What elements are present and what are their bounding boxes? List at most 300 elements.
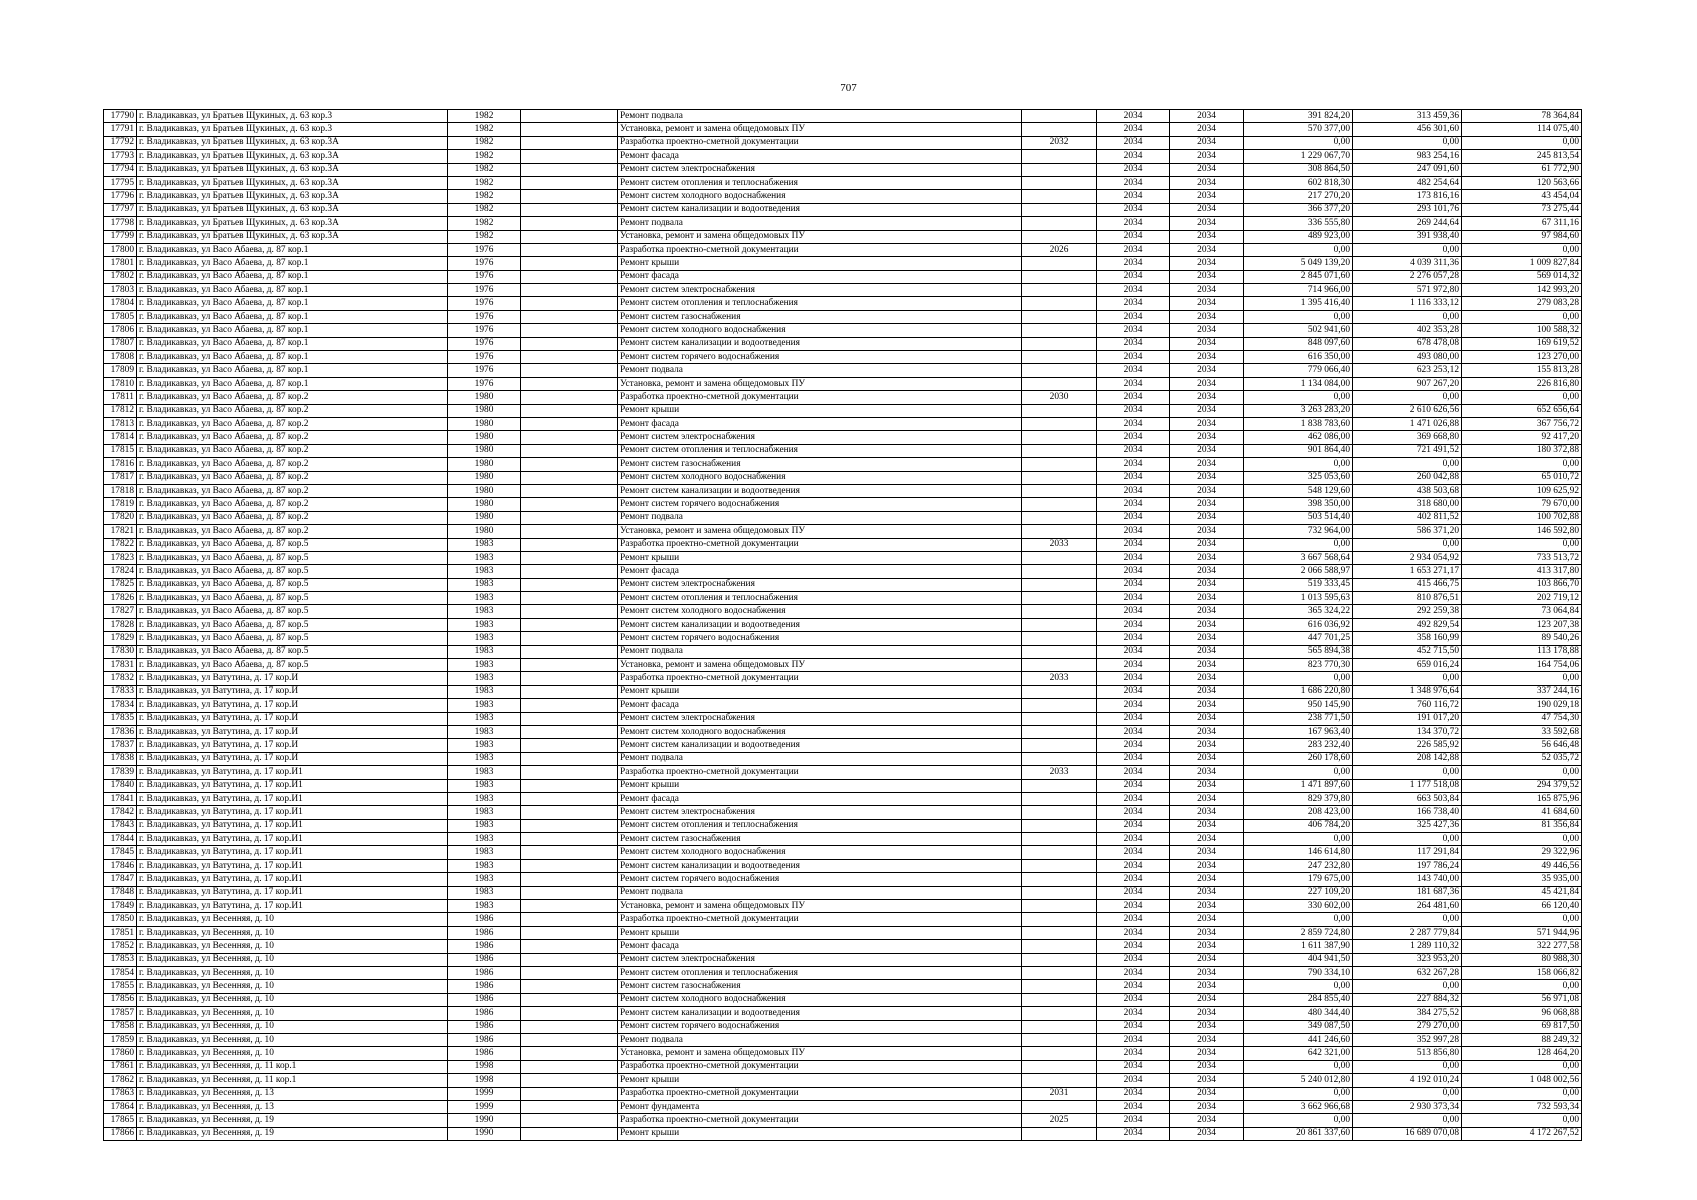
planned-end-year-cell: 2034: [1170, 551, 1244, 564]
planned-start-year-cell: 2034: [1097, 391, 1170, 404]
fund-share-cell: 492 829,54: [1353, 618, 1462, 631]
row-number-cell: 17843: [104, 819, 137, 832]
row-number-cell: 17809: [104, 364, 137, 377]
address-cell: г. Владикавказ, ул Ватутина, д. 17 кор.И1: [137, 846, 448, 859]
table-row: [104, 324, 1582, 337]
design-year-cell: [1022, 725, 1097, 738]
design-year-cell: [1022, 605, 1097, 618]
table-row: [104, 1047, 1582, 1060]
total-cost-cell: 146 614,80: [1244, 846, 1353, 859]
address-cell: г. Владикавказ, ул Весенняя, д. 13: [137, 1087, 448, 1100]
table-row: [104, 176, 1582, 189]
planned-end-year-cell: 2034: [1170, 739, 1244, 752]
build-year-cell: 1986: [448, 1007, 521, 1020]
planned-start-year-cell: 2034: [1097, 980, 1170, 993]
row-number-cell: 17826: [104, 592, 137, 605]
design-year-cell: [1022, 1007, 1097, 1020]
build-year-cell: 1980: [448, 404, 521, 417]
total-cost-cell: 779 066,40: [1244, 364, 1353, 377]
fund-share-cell: 16 689 070,08: [1353, 1127, 1462, 1140]
design-year-cell: 2032: [1022, 136, 1097, 149]
design-year-cell: [1022, 645, 1097, 658]
empty-cell: [521, 217, 618, 230]
other-share-cell: 80 988,30: [1462, 953, 1582, 966]
row-number-cell: 17865: [104, 1114, 137, 1127]
build-year-cell: 1986: [448, 967, 521, 980]
build-year-cell: 1982: [448, 136, 521, 149]
row-number-cell: 17856: [104, 993, 137, 1006]
design-year-cell: [1022, 1127, 1097, 1140]
planned-start-year-cell: 2034: [1097, 685, 1170, 698]
row-number-cell: 17842: [104, 806, 137, 819]
row-number-cell: 17819: [104, 498, 137, 511]
planned-start-year-cell: 2034: [1097, 458, 1170, 471]
table-row: [104, 217, 1582, 230]
row-number-cell: 17794: [104, 163, 137, 176]
planned-start-year-cell: 2034: [1097, 913, 1170, 926]
table-row: [104, 592, 1582, 605]
planned-end-year-cell: 2034: [1170, 659, 1244, 672]
planned-end-year-cell: 2034: [1170, 364, 1244, 377]
address-cell: г. Владикавказ, ул Ватутина, д. 17 кор.И: [137, 685, 448, 698]
row-number-cell: 17827: [104, 605, 137, 618]
fund-share-cell: 226 585,92: [1353, 739, 1462, 752]
total-cost-cell: 0,00: [1244, 458, 1353, 471]
work-type-cell: Ремонт систем горячего водоснабжения: [618, 351, 1022, 364]
other-share-cell: 294 379,52: [1462, 779, 1582, 792]
row-number-cell: 17814: [104, 431, 137, 444]
total-cost-cell: 447 701,25: [1244, 632, 1353, 645]
planned-end-year-cell: 2034: [1170, 900, 1244, 913]
other-share-cell: 155 813,28: [1462, 364, 1582, 377]
design-year-cell: [1022, 337, 1097, 350]
planned-start-year-cell: 2034: [1097, 859, 1170, 872]
work-type-cell: Установка, ремонт и замена общедомовых ПУ: [618, 123, 1022, 136]
work-type-cell: Ремонт систем холодного водоснабжения: [618, 324, 1022, 337]
planned-end-year-cell: 2034: [1170, 1087, 1244, 1100]
fund-share-cell: 493 080,00: [1353, 351, 1462, 364]
planned-end-year-cell: 2034: [1170, 806, 1244, 819]
table-row: [104, 417, 1582, 430]
empty-cell: [521, 1127, 618, 1140]
planned-end-year-cell: 2034: [1170, 471, 1244, 484]
fund-share-cell: 264 481,60: [1353, 900, 1462, 913]
total-cost-cell: 398 350,00: [1244, 498, 1353, 511]
planned-start-year-cell: 2034: [1097, 270, 1170, 283]
build-year-cell: 1986: [448, 1047, 521, 1060]
planned-start-year-cell: 2034: [1097, 551, 1170, 564]
work-type-cell: Ремонт фасада: [618, 417, 1022, 430]
build-year-cell: 1983: [448, 752, 521, 765]
fund-share-cell: 415 466,75: [1353, 578, 1462, 591]
other-share-cell: 732 593,34: [1462, 1100, 1582, 1113]
total-cost-cell: 3 667 568,64: [1244, 551, 1353, 564]
empty-cell: [521, 1087, 618, 1100]
build-year-cell: 1976: [448, 324, 521, 337]
design-year-cell: [1022, 900, 1097, 913]
empty-cell: [521, 926, 618, 939]
work-type-cell: Ремонт систем отопления и теплоснабжения: [618, 444, 1022, 457]
work-type-cell: Ремонт систем отопления и теплоснабжения: [618, 176, 1022, 189]
planned-start-year-cell: 2034: [1097, 846, 1170, 859]
table-row: [104, 699, 1582, 712]
other-share-cell: 103 866,70: [1462, 578, 1582, 591]
empty-cell: [521, 725, 618, 738]
build-year-cell: 1983: [448, 685, 521, 698]
planned-start-year-cell: 2034: [1097, 1007, 1170, 1020]
design-year-cell: [1022, 351, 1097, 364]
address-cell: г. Владикавказ, ул Васо Абаева, д. 87 кор.5: [137, 618, 448, 631]
table-row: [104, 967, 1582, 980]
build-year-cell: 1980: [448, 471, 521, 484]
address-cell: г. Владикавказ, ул Весенняя, д. 10: [137, 1007, 448, 1020]
planned-start-year-cell: 2034: [1097, 900, 1170, 913]
empty-cell: [521, 779, 618, 792]
empty-cell: [521, 846, 618, 859]
fund-share-cell: 134 370,72: [1353, 725, 1462, 738]
design-year-cell: 2033: [1022, 538, 1097, 551]
total-cost-cell: 616 036,92: [1244, 618, 1353, 631]
empty-cell: [521, 525, 618, 538]
total-cost-cell: 480 344,40: [1244, 1007, 1353, 1020]
table-row: [104, 565, 1582, 578]
planned-start-year-cell: 2034: [1097, 792, 1170, 805]
empty-cell: [521, 886, 618, 899]
build-year-cell: 1998: [448, 1060, 521, 1073]
planned-start-year-cell: 2034: [1097, 1047, 1170, 1060]
fund-share-cell: 325 427,36: [1353, 819, 1462, 832]
total-cost-cell: 0,00: [1244, 136, 1353, 149]
build-year-cell: 1982: [448, 150, 521, 163]
other-share-cell: 0,00: [1462, 1087, 1582, 1100]
planned-start-year-cell: 2034: [1097, 926, 1170, 939]
planned-end-year-cell: 2034: [1170, 297, 1244, 310]
other-share-cell: 45 421,84: [1462, 886, 1582, 899]
fund-share-cell: 0,00: [1353, 1087, 1462, 1100]
fund-share-cell: 1 116 333,12: [1353, 297, 1462, 310]
planned-end-year-cell: 2034: [1170, 859, 1244, 872]
build-year-cell: 1980: [448, 484, 521, 497]
planned-start-year-cell: 2034: [1097, 310, 1170, 323]
empty-cell: [521, 592, 618, 605]
row-number-cell: 17829: [104, 632, 137, 645]
address-cell: г. Владикавказ, ул Васо Абаева, д. 87 кор.5: [137, 659, 448, 672]
planned-start-year-cell: 2034: [1097, 136, 1170, 149]
empty-cell: [521, 739, 618, 752]
work-type-cell: Ремонт систем газоснабжения: [618, 310, 1022, 323]
planned-end-year-cell: 2034: [1170, 967, 1244, 980]
build-year-cell: 1986: [448, 1020, 521, 1033]
empty-cell: [521, 953, 618, 966]
fund-share-cell: 810 876,51: [1353, 592, 1462, 605]
row-number-cell: 17854: [104, 967, 137, 980]
total-cost-cell: 260 178,60: [1244, 752, 1353, 765]
planned-end-year-cell: 2034: [1170, 458, 1244, 471]
address-cell: г. Владикавказ, ул Васо Абаева, д. 87 кор.5: [137, 605, 448, 618]
planned-start-year-cell: 2034: [1097, 284, 1170, 297]
empty-cell: [521, 819, 618, 832]
work-type-cell: Разработка проектно-сметной документации: [618, 1087, 1022, 1100]
row-number-cell: 17816: [104, 458, 137, 471]
fund-share-cell: 1 471 026,88: [1353, 417, 1462, 430]
planned-start-year-cell: 2034: [1097, 618, 1170, 631]
fund-share-cell: 452 715,50: [1353, 645, 1462, 658]
build-year-cell: 1980: [448, 417, 521, 430]
row-number-cell: 17824: [104, 565, 137, 578]
empty-cell: [521, 980, 618, 993]
total-cost-cell: 2 066 588,97: [1244, 565, 1353, 578]
total-cost-cell: 570 377,00: [1244, 123, 1353, 136]
total-cost-cell: 1 134 084,00: [1244, 377, 1353, 390]
total-cost-cell: 406 784,20: [1244, 819, 1353, 832]
empty-cell: [521, 1020, 618, 1033]
planned-start-year-cell: 2034: [1097, 364, 1170, 377]
total-cost-cell: 950 145,90: [1244, 699, 1353, 712]
address-cell: г. Владикавказ, ул Ватутина, д. 17 кор.И: [137, 672, 448, 685]
table-row: [104, 578, 1582, 591]
other-share-cell: 47 754,30: [1462, 712, 1582, 725]
fund-share-cell: 0,00: [1353, 458, 1462, 471]
design-year-cell: [1022, 752, 1097, 765]
empty-cell: [521, 833, 618, 846]
other-share-cell: 337 244,16: [1462, 685, 1582, 698]
other-share-cell: 92 417,20: [1462, 431, 1582, 444]
address-cell: г. Владикавказ, ул Весенняя, д. 10: [137, 993, 448, 1006]
row-number-cell: 17863: [104, 1087, 137, 1100]
planned-start-year-cell: 2034: [1097, 230, 1170, 243]
table-row: [104, 846, 1582, 859]
fund-share-cell: 513 856,80: [1353, 1047, 1462, 1060]
total-cost-cell: 0,00: [1244, 538, 1353, 551]
other-share-cell: 0,00: [1462, 458, 1582, 471]
planned-start-year-cell: 2034: [1097, 377, 1170, 390]
fund-share-cell: 0,00: [1353, 1060, 1462, 1073]
row-number-cell: 17859: [104, 1033, 137, 1046]
fund-share-cell: 586 371,20: [1353, 525, 1462, 538]
address-cell: г. Владикавказ, ул Васо Абаева, д. 87 кор.2: [137, 431, 448, 444]
row-number-cell: 17825: [104, 578, 137, 591]
row-number-cell: 17851: [104, 926, 137, 939]
address-cell: г. Владикавказ, ул Весенняя, д. 19: [137, 1114, 448, 1127]
empty-cell: [521, 123, 618, 136]
table-row: [104, 645, 1582, 658]
design-year-cell: [1022, 846, 1097, 859]
empty-cell: [521, 913, 618, 926]
planned-start-year-cell: 2034: [1097, 886, 1170, 899]
planned-end-year-cell: 2034: [1170, 110, 1244, 123]
row-number-cell: 17797: [104, 203, 137, 216]
total-cost-cell: 848 097,60: [1244, 337, 1353, 350]
planned-end-year-cell: 2034: [1170, 766, 1244, 779]
other-share-cell: 0,00: [1462, 1114, 1582, 1127]
table-row: [104, 819, 1582, 832]
empty-cell: [521, 511, 618, 524]
row-number-cell: 17830: [104, 645, 137, 658]
address-cell: г. Владикавказ, ул Весенняя, д. 10: [137, 1033, 448, 1046]
row-number-cell: 17840: [104, 779, 137, 792]
work-type-cell: Ремонт систем электроснабжения: [618, 163, 1022, 176]
planned-start-year-cell: 2034: [1097, 940, 1170, 953]
fund-share-cell: 191 017,20: [1353, 712, 1462, 725]
empty-cell: [521, 391, 618, 404]
other-share-cell: 100 588,32: [1462, 324, 1582, 337]
work-type-cell: Установка, ремонт и замена общедомовых ПУ: [618, 230, 1022, 243]
other-share-cell: 146 592,80: [1462, 525, 1582, 538]
design-year-cell: [1022, 444, 1097, 457]
empty-cell: [521, 110, 618, 123]
build-year-cell: 1983: [448, 618, 521, 631]
build-year-cell: 1976: [448, 364, 521, 377]
build-year-cell: 1976: [448, 337, 521, 350]
planned-start-year-cell: 2034: [1097, 953, 1170, 966]
empty-cell: [521, 284, 618, 297]
row-number-cell: 17832: [104, 672, 137, 685]
address-cell: г. Владикавказ, ул Васо Абаева, д. 87 кор.1: [137, 257, 448, 270]
work-type-cell: Установка, ремонт и замена общедомовых ПУ: [618, 1047, 1022, 1060]
work-type-cell: Разработка проектно-сметной документации: [618, 136, 1022, 149]
fund-share-cell: 623 253,12: [1353, 364, 1462, 377]
work-type-cell: Ремонт систем электроснабжения: [618, 284, 1022, 297]
work-type-cell: Установка, ремонт и замена общедомовых ПУ: [618, 377, 1022, 390]
empty-cell: [521, 1047, 618, 1060]
fund-share-cell: 352 997,28: [1353, 1033, 1462, 1046]
total-cost-cell: 1 013 595,63: [1244, 592, 1353, 605]
work-type-cell: Ремонт фасада: [618, 792, 1022, 805]
work-type-cell: Установка, ремонт и замена общедомовых ПУ: [618, 900, 1022, 913]
other-share-cell: 571 944,96: [1462, 926, 1582, 939]
build-year-cell: 1980: [448, 525, 521, 538]
row-number-cell: 17796: [104, 190, 137, 203]
build-year-cell: 1999: [448, 1100, 521, 1113]
page-number: 707: [840, 82, 857, 94]
design-year-cell: [1022, 779, 1097, 792]
planned-end-year-cell: 2034: [1170, 1033, 1244, 1046]
build-year-cell: 1976: [448, 377, 521, 390]
other-share-cell: 226 816,80: [1462, 377, 1582, 390]
work-type-cell: Разработка проектно-сметной документации: [618, 391, 1022, 404]
planned-end-year-cell: 2034: [1170, 377, 1244, 390]
work-type-cell: Ремонт систем электроснабжения: [618, 712, 1022, 725]
planned-end-year-cell: 2034: [1170, 136, 1244, 149]
address-cell: г. Владикавказ, ул Васо Абаева, д. 87 кор.1: [137, 310, 448, 323]
total-cost-cell: 0,00: [1244, 1114, 1353, 1127]
address-cell: г. Владикавказ, ул Братьев Щукиных, д. 63 кор.3А: [137, 163, 448, 176]
fund-share-cell: 369 668,80: [1353, 431, 1462, 444]
row-number-cell: 17831: [104, 659, 137, 672]
empty-cell: [521, 900, 618, 913]
address-cell: г. Владикавказ, ул Ватутина, д. 17 кор.И: [137, 725, 448, 738]
table-row: [104, 551, 1582, 564]
design-year-cell: [1022, 967, 1097, 980]
work-type-cell: Разработка проектно-сметной документации: [618, 1114, 1022, 1127]
planned-end-year-cell: 2034: [1170, 565, 1244, 578]
total-cost-cell: 1 611 387,90: [1244, 940, 1353, 953]
build-year-cell: 1983: [448, 538, 521, 551]
planned-start-year-cell: 2034: [1097, 217, 1170, 230]
work-type-cell: Ремонт систем электроснабжения: [618, 431, 1022, 444]
total-cost-cell: 901 864,40: [1244, 444, 1353, 457]
design-year-cell: 2025: [1022, 1114, 1097, 1127]
build-year-cell: 1983: [448, 699, 521, 712]
planned-end-year-cell: 2034: [1170, 725, 1244, 738]
fund-share-cell: 143 740,00: [1353, 873, 1462, 886]
table-row: [104, 1100, 1582, 1113]
planned-start-year-cell: 2034: [1097, 176, 1170, 189]
design-year-cell: [1022, 859, 1097, 872]
total-cost-cell: 2 859 724,80: [1244, 926, 1353, 939]
planned-end-year-cell: 2034: [1170, 618, 1244, 631]
design-year-cell: [1022, 926, 1097, 939]
table-row: [104, 712, 1582, 725]
fund-share-cell: 2 930 373,34: [1353, 1100, 1462, 1113]
total-cost-cell: 0,00: [1244, 672, 1353, 685]
total-cost-cell: 0,00: [1244, 243, 1353, 256]
fund-share-cell: 721 491,52: [1353, 444, 1462, 457]
total-cost-cell: 20 861 337,60: [1244, 1127, 1353, 1140]
work-type-cell: Ремонт систем отопления и теплоснабжения: [618, 819, 1022, 832]
work-type-cell: Ремонт подвала: [618, 110, 1022, 123]
design-year-cell: [1022, 1074, 1097, 1087]
build-year-cell: 1982: [448, 190, 521, 203]
row-number-cell: 17855: [104, 980, 137, 993]
fund-share-cell: 117 291,84: [1353, 846, 1462, 859]
table-row: [104, 913, 1582, 926]
planned-start-year-cell: 2034: [1097, 123, 1170, 136]
fund-share-cell: 181 687,36: [1353, 886, 1462, 899]
planned-start-year-cell: 2034: [1097, 779, 1170, 792]
planned-end-year-cell: 2034: [1170, 819, 1244, 832]
row-number-cell: 17845: [104, 846, 137, 859]
build-year-cell: 1983: [448, 565, 521, 578]
empty-cell: [521, 806, 618, 819]
work-type-cell: Ремонт фасада: [618, 270, 1022, 283]
planned-end-year-cell: 2034: [1170, 779, 1244, 792]
planned-end-year-cell: 2034: [1170, 645, 1244, 658]
planned-end-year-cell: 2034: [1170, 538, 1244, 551]
row-number-cell: 17793: [104, 150, 137, 163]
other-share-cell: 69 817,50: [1462, 1020, 1582, 1033]
total-cost-cell: 642 321,00: [1244, 1047, 1353, 1060]
total-cost-cell: 2 845 071,60: [1244, 270, 1353, 283]
other-share-cell: 4 172 267,52: [1462, 1127, 1582, 1140]
total-cost-cell: 732 964,00: [1244, 525, 1353, 538]
row-number-cell: 17810: [104, 377, 137, 390]
design-year-cell: [1022, 792, 1097, 805]
empty-cell: [521, 310, 618, 323]
fund-share-cell: 1 653 271,17: [1353, 565, 1462, 578]
design-year-cell: 2033: [1022, 766, 1097, 779]
build-year-cell: 1983: [448, 659, 521, 672]
table-row: [104, 1060, 1582, 1073]
planned-start-year-cell: 2034: [1097, 243, 1170, 256]
row-number-cell: 17848: [104, 886, 137, 899]
other-share-cell: 67 311,16: [1462, 217, 1582, 230]
total-cost-cell: 167 963,40: [1244, 725, 1353, 738]
work-type-cell: Ремонт систем горячего водоснабжения: [618, 873, 1022, 886]
work-type-cell: Ремонт крыши: [618, 404, 1022, 417]
address-cell: г. Владикавказ, ул Братьев Щукиных, д. 63 кор.3: [137, 123, 448, 136]
build-year-cell: 1982: [448, 110, 521, 123]
address-cell: г. Владикавказ, ул Братьев Щукиных, д. 63 кор.3А: [137, 136, 448, 149]
build-year-cell: 1983: [448, 739, 521, 752]
build-year-cell: 1983: [448, 859, 521, 872]
build-year-cell: 1976: [448, 310, 521, 323]
row-number-cell: 17853: [104, 953, 137, 966]
row-number-cell: 17815: [104, 444, 137, 457]
other-share-cell: 164 754,06: [1462, 659, 1582, 672]
build-year-cell: 1983: [448, 779, 521, 792]
row-number-cell: 17801: [104, 257, 137, 270]
